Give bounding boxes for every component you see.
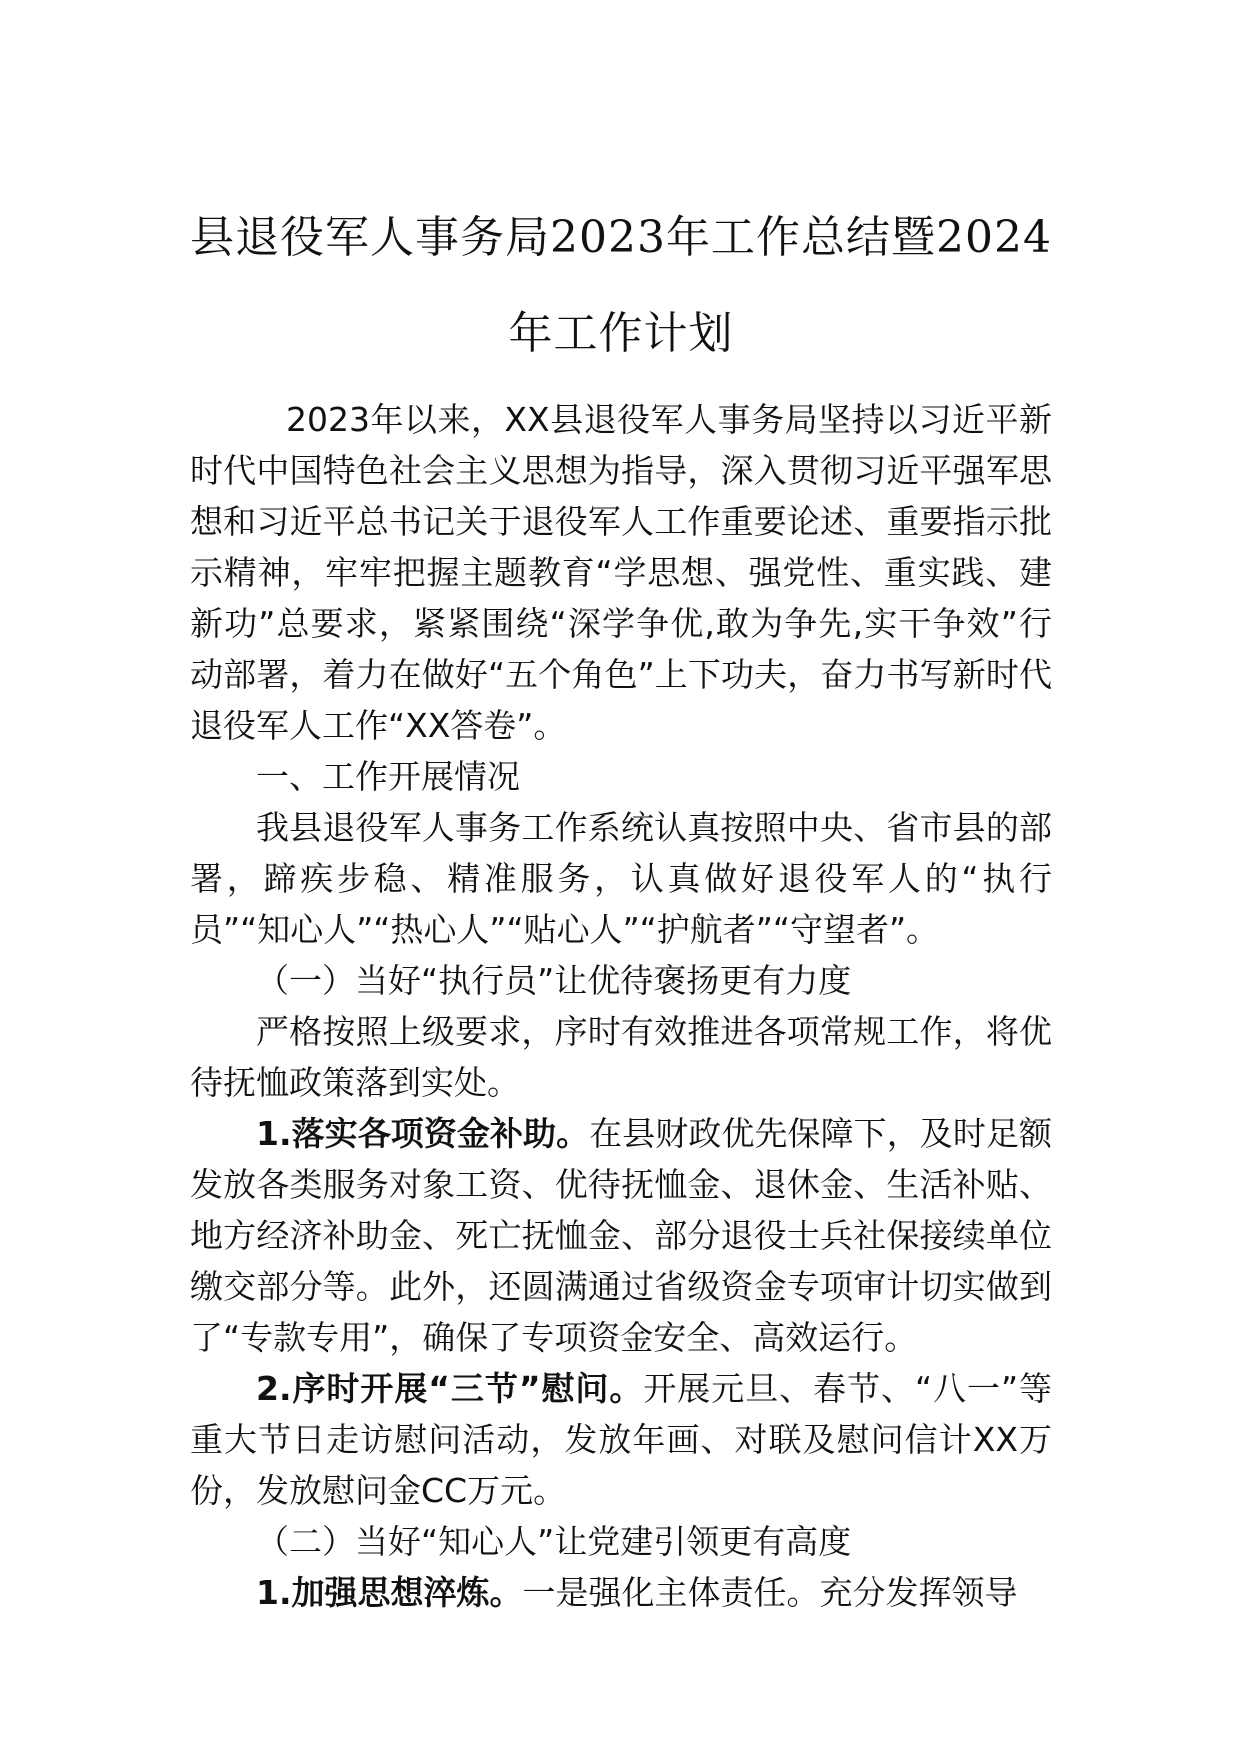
section-paragraph: 我县退役军人事务工作系统认真按照中央、省市县的部署，蹄疾步稳、精准服务，认真做好退役军人的“执行员”“知心人”“热心人”“贴心人”“护航者”“守望者”。 xyxy=(190,808,1052,949)
list-item-3-text: 一是强化主体责任。充分发挥领导 xyxy=(522,1573,1018,1612)
list-item-1 xyxy=(190,1108,1052,1363)
document-page xyxy=(190,190,1052,1618)
list-item-2-lead: 2.序时开展“三节”慰问。 xyxy=(256,1369,644,1408)
subsection-heading-2: （二）当好“知心人”让党建引领更有高度 xyxy=(256,1522,852,1561)
document-title xyxy=(190,190,1052,382)
list-item-3 xyxy=(190,1567,1052,1618)
list-item-1-text: 在县财政优先保障下，及时足额发放各类服务对象工资、优待抚恤金、退休金、生活补贴、地方经济补助金、死亡抚恤金、部分退役士兵社保接续单位缴交部分等。此外，还圆满通过省级资金专项审计切实做到了“专款专用”，确保了专项资金安全、高效运行。 xyxy=(190,1114,1053,1357)
list-item-1-lead: 1.落实各项资金补助。 xyxy=(256,1114,590,1153)
subsection-paragraph-1: 严格按照上级要求，序时有效推进各项常规工作，将优待抚恤政策落到实处。 xyxy=(190,1012,1052,1102)
list-item-2 xyxy=(190,1363,1052,1516)
intro-paragraph: 2023年以来，XX县退役军人事务局坚持以习近平新时代中国特色社会主义思想为指导，深入贯彻习近平强军思想和习近平总书记关于退役军人工作重要论述、重要指示批示精神，牢牢把握主题教育“学思想、强党性、重实践、建新功”总要求，紧紧围绕“深学争优,敢为争先,实干争效”行动部署，着力在做好“五个角色”上下功夫，奋力书写新时代退役军人工作“XX答卷”。 xyxy=(190,400,1052,745)
list-item-3-lead: 1.加强思想淬炼。 xyxy=(256,1573,523,1612)
title-line-1: 县退役军人事务局2023年工作总结暨2024 xyxy=(190,212,1052,263)
section-heading: 一、工作开展情况 xyxy=(256,757,520,796)
subsection-heading-1: （一）当好“执行员”让优待褒扬更有力度 xyxy=(256,961,852,1000)
list-item-2-text: 开展元旦、春节、“八一”等重大节日走访慰问活动，发放年画、对联及慰问信计XX万份，发放慰问金CC万元。 xyxy=(190,1369,1052,1510)
title-line-2: 年工作计划 xyxy=(508,308,734,359)
